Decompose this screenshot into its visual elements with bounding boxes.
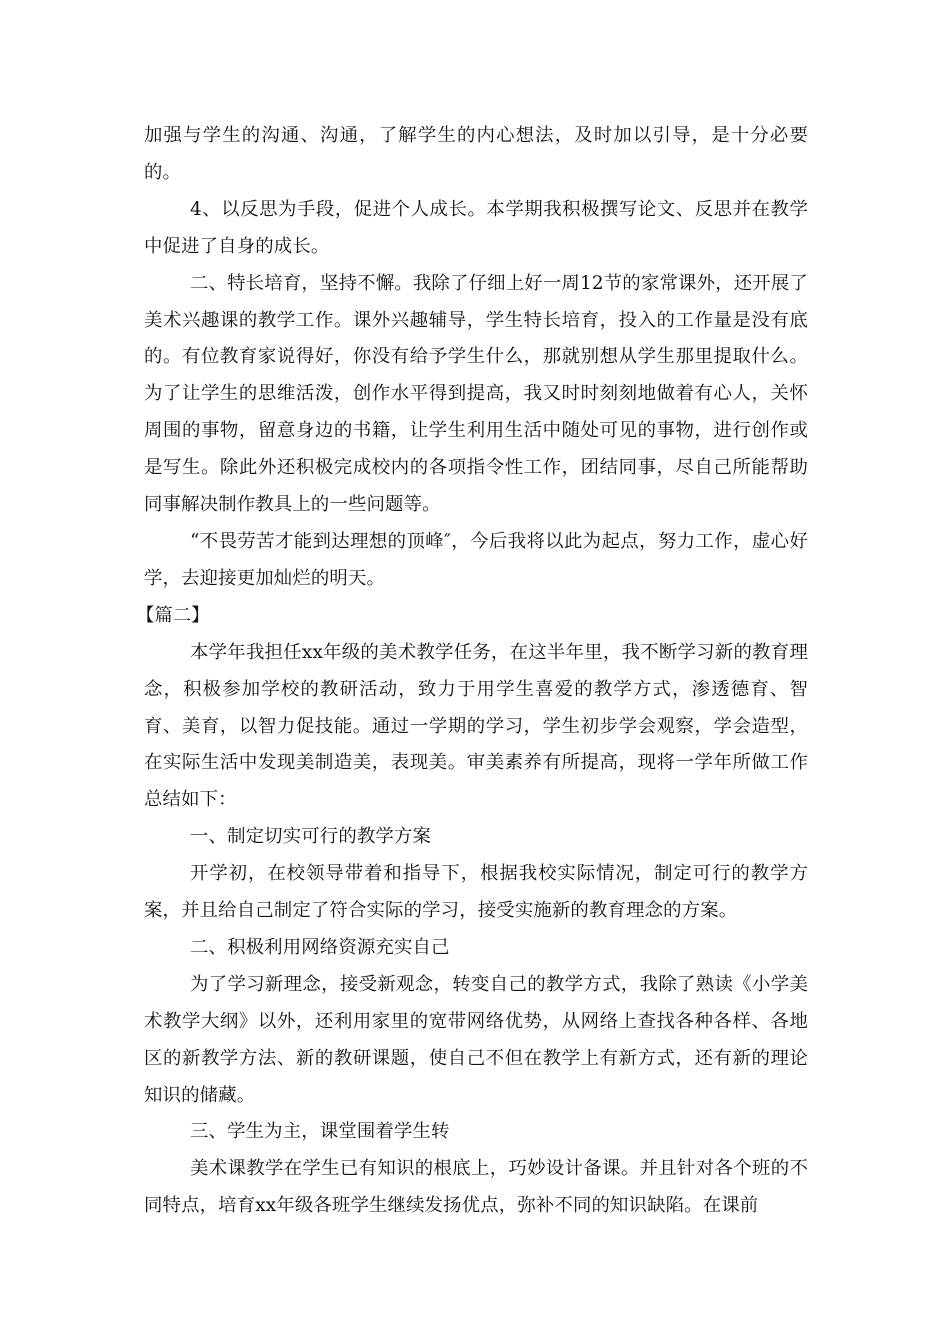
- paragraph-plan: 开学初，在校领导带着和指导下，根据我校实际情况，制定可行的教学方案，并且给自己制定了符合实际的学习，接受实施新的教育理念的方案。: [144, 863, 808, 922]
- document-body: [136, 118, 808, 1225]
- paragraph-student-centered: 美术课教学在学生已有知识的根底上，巧妙设计备课。并且针对各个班的不同特点，培育xx年级各班学生继续发扬优点，弥补不同的知识缺陷。在课前: [144, 1158, 808, 1217]
- paragraph-intro: 本学年我担任xx年级的美术教学任务，在这半年里，我不断学习新的教育理念，积极参加学校的教研活动，致力于用学生喜爱的教学方式，渗透德育、智育、美育，以智力促技能。通过一学期的学习，学生初步学会观察，学会造型，在实际生活中发现美制造美，表现美。审美素养有所提高，现将一学年所做工作总结如下：: [144, 641, 808, 811]
- paragraph-specialty: 二、特长培育，坚持不懈。我除了仔细上好一周12节的家常课外，还开展了美术兴趣课的教学工作。课外兴趣辅导，学生特长培育，投入的工作量是没有底的。有位教育家说得好，你没有给予学生什么，那就别想从学生那里提取什么。为了让学生的思维活泼，创作水平得到提高，我又时时刻刻地做着有心人，关怀周围的事物，留意身边的书籍，让学生利用生活中随处可见的事物，进行创作或是写生。除此外还积极完成校内的各项指令性工作，团结同事，尽自己所能帮助同事解决制作教具上的一些问题等。: [144, 272, 808, 516]
- paragraph-reflection: 4、以反思为手段，促进个人成长。本学期我积极撰写论文、反思并在教学中促进了自身的成长。: [144, 198, 808, 257]
- subheading-plan: 一、制定切实可行的教学方案: [190, 826, 432, 848]
- paragraph-continuation: 加强与学生的沟通、沟通，了解学生的内心想法，及时加以引导，是十分必要的。: [144, 125, 808, 183]
- paragraph-network: 为了学习新理念，接受新观念，转变自己的教学方式，我除了熟读《小学美术教学大纲》以外，还利用家里的宽带网络优势，从网络上查找各种各样、各地区的新教学方法、新的教研课题，使自己不但在教学上有新方式，还有新的理论知识的储藏。: [144, 973, 808, 1106]
- subheading-network: 二、积极利用网络资源充实自己: [190, 936, 450, 958]
- paragraph-quote: “不畏劳苦才能到达理想的顶峰″，今后我将以此为起点，努力工作，虚心好学，去迎接更加灿烂的明天。: [144, 530, 808, 589]
- section-heading-part-two: 【篇二】: [136, 604, 210, 626]
- subheading-student-centered: 三、学生为主，课堂围着学生转: [190, 1121, 450, 1143]
